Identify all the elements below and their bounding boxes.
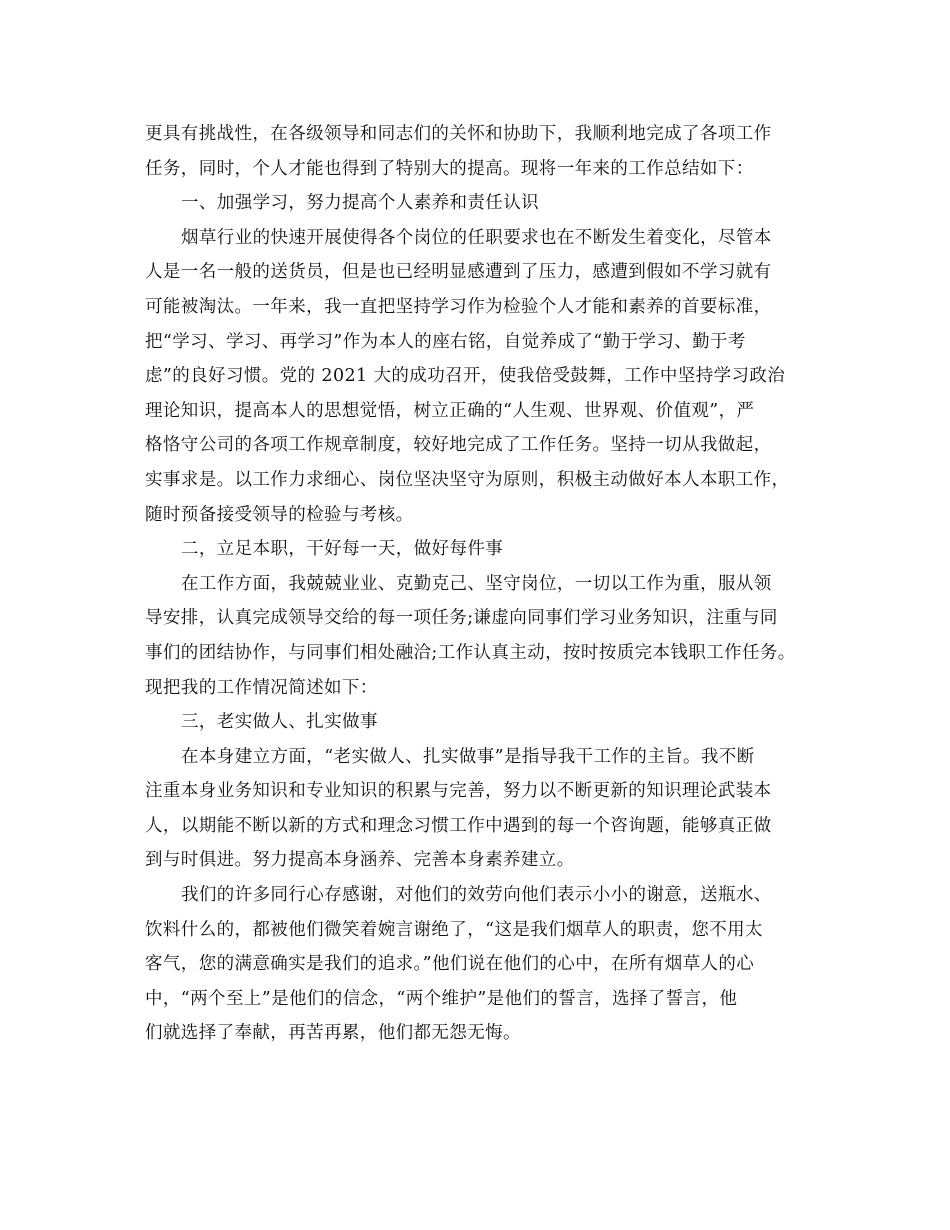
section-heading: 三，老实做人、扎实做事 [181,712,378,733]
paragraph-first-line: 在工作方面，我兢兢业业、克勤克己、坚守岗位，一切以工作为重，服从领 [181,573,772,594]
paragraph-first-line: 烟草行业的快速开展使得各个岗位的任职要求也在不断发生着变化，尽管本 [181,227,772,248]
text-line: 人，以期能不断以新的方式和理念习惯工作中遇到的每一个咨询题，能够真正做 [145,815,772,836]
paragraph-first-line: 我们的许多同行心存感谢，对他们的效劳向他们表示小小的谢意，送瓶水、 [181,885,772,906]
text-line: 理论知识，提高本人的思想觉悟，树立正确的“人生观、世界观、价值观”，严 [145,400,755,421]
text-line: 更具有挑战性，在各级领导和同志们的关怀和协助下，我顺利地完成了各项工作 [145,124,772,144]
text-line: 现把我的工作情况简述如下： [145,677,378,698]
text-line: 们就选择了奉献，再苦再累，他们都无怨无悔。 [145,1023,521,1044]
section-heading: 二，立足本职，干好每一天，做好每件事 [181,539,504,560]
text-line: 可能被淘汰。一年来，我一直把坚持学习作为检验个人才能和素养的首要标准， [145,296,772,317]
text-line: 随时预备接受领导的检验与考核。 [145,504,414,525]
text-line: 事们的团结协作，与同事们相处融洽;工作认真主动，按时按质完本钱职工作任务。 [145,642,796,663]
document-body [145,117,835,1051]
text-line: 任务，同时，个人才能也得到了特别大的提高。现将一年来的工作总结如下： [145,158,754,179]
section-heading: 一、加强学习，努力提高个人素养和责任认识 [181,193,539,214]
text-line: 注重本身业务知识和专业知识的积累与完善，努力以不断更新的知识理论武装本 [145,781,772,802]
text-line: 中，“两个至上”是他们的信念，“两个维护”是他们的誓言，选择了誓言，他 [145,988,738,1009]
text-line: 到与时俱进。努力提高本身涵养、完善本身素养建立。 [145,850,575,871]
text-line: 导安排，认真完成领导交给的每一项任务;谦虚向同事们学习业务知识，注重与同 [145,608,778,629]
text-line: 格恪守公司的各项工作规章制度，较好地完成了工作任务。坚持一切从我做起， [145,435,772,456]
text-line: 实事求是。以工作力求细心、岗位坚决坚守为原则，积极主动做好本人本职工作， [145,469,790,490]
text-line: 人是一名一般的送货员，但是也已经明显感遭到了压力，感遭到假如不学习就有 [145,262,772,283]
text-line: 饮料什么的，都被他们微笑着婉言谢绝了，“这是我们烟草人的职责，您不用太 [145,919,763,940]
paragraph-first-line: 在本身建立方面，“老实做人、扎实做事”是指导我干工作的主旨。我不断 [181,746,755,767]
text-line: 客气，您的满意确实是我们的追求。”他们说在他们的心中，在所有烟草人的心 [145,954,755,975]
text-line: 把“学习、学习、再学习”作为本人的座右铭，自觉养成了“勤于学习、勤于考 [145,331,746,352]
text-line: 虑”的良好习惯。党的 2021 大的成功召开，使我倍受鼓舞，工作中坚持学习政治 [145,366,786,387]
